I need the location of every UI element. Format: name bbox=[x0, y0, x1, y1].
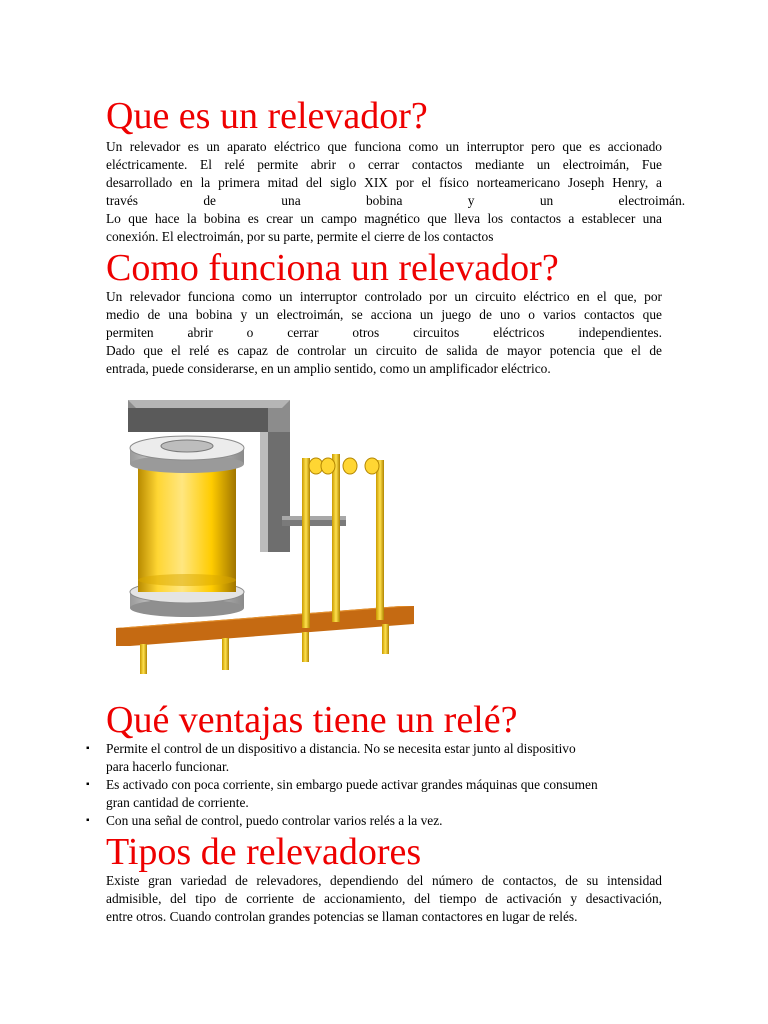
text-line: conexión. El electroimán, por su parte, permite el cierre de los contactos bbox=[106, 229, 494, 244]
text-line: eléctricamente. El relé permite abrir o cerrar contactos mediante un electroimán, Fue bbox=[106, 157, 662, 172]
list-item bbox=[86, 740, 666, 776]
list-item bbox=[86, 812, 666, 830]
text-line: Existe gran variedad de relevadores, dependiendo del número de contactos, de su intensidad bbox=[106, 873, 662, 888]
list-item bbox=[86, 776, 666, 812]
heading-como-funciona: Como funciona un relevador? bbox=[106, 247, 559, 289]
paragraph-como-funciona bbox=[106, 288, 662, 378]
text-line: desarrollado en la primera mitad del siglo XIX por el físico norteamericano Joseph Henry, a bbox=[106, 175, 662, 190]
list-item-text: Es activado con poca corriente, sin embargo puede activar grandes máquinas que consumen bbox=[106, 777, 598, 792]
text-line: admisible, del tipo de corriente de accionamiento, del tiempo de activación y desactivación, bbox=[106, 891, 662, 906]
advantages-list bbox=[86, 740, 666, 830]
relay-diagram-image bbox=[104, 380, 424, 680]
bullet-icon: ▪ bbox=[86, 743, 90, 754]
bullet-icon: ▪ bbox=[86, 815, 90, 826]
text-line: Lo que hace la bobina es crear un campo magnético que lleva los contactos a establecer una bbox=[106, 211, 662, 226]
text-line: medio de una bobina y un electroimán, se acciona un juego de uno o varios contactos que bbox=[106, 307, 662, 322]
paragraph-que-es bbox=[106, 138, 686, 246]
text-line: entrada, puede considerarse, en un amplio sentido, como un amplificador eléctrico. bbox=[106, 361, 551, 376]
list-item-text: para hacerlo funcionar. bbox=[106, 759, 230, 774]
heading-ventajas: Qué ventajas tiene un relé? bbox=[106, 699, 518, 741]
heading-tipos: Tipos de relevadores bbox=[106, 831, 422, 873]
relay-illustration bbox=[104, 380, 424, 685]
text-line: permiten abrir o cerrar otros circuitos eléctricos independientes. bbox=[106, 325, 662, 340]
text-line: Un relevador funciona como un interruptor controlado por un circuito eléctrico en el que, por bbox=[106, 289, 662, 304]
text-line: entre otros. Cuando controlan grandes potencias se llaman contactores en lugar de relés. bbox=[106, 909, 578, 924]
heading-que-es: Que es un relevador? bbox=[106, 95, 428, 137]
list-item-text: Permite el control de un dispositivo a distancia. No se necesita estar junto al dispositivo bbox=[106, 741, 576, 756]
list-item-text: Con una señal de control, puedo controlar varios relés a la vez. bbox=[106, 813, 443, 828]
text-line: Un relevador es un aparato eléctrico que funciona como un interruptor pero que es accionado bbox=[106, 139, 662, 154]
text-line: través de una bobina y un electroimán. bbox=[106, 193, 686, 208]
text-line: Dado que el relé es capaz de controlar un circuito de salida de mayor potencia que el de bbox=[106, 343, 662, 358]
bullet-icon: ▪ bbox=[86, 779, 90, 790]
paragraph-tipos bbox=[106, 872, 662, 926]
list-item-text: gran cantidad de corriente. bbox=[106, 795, 249, 810]
